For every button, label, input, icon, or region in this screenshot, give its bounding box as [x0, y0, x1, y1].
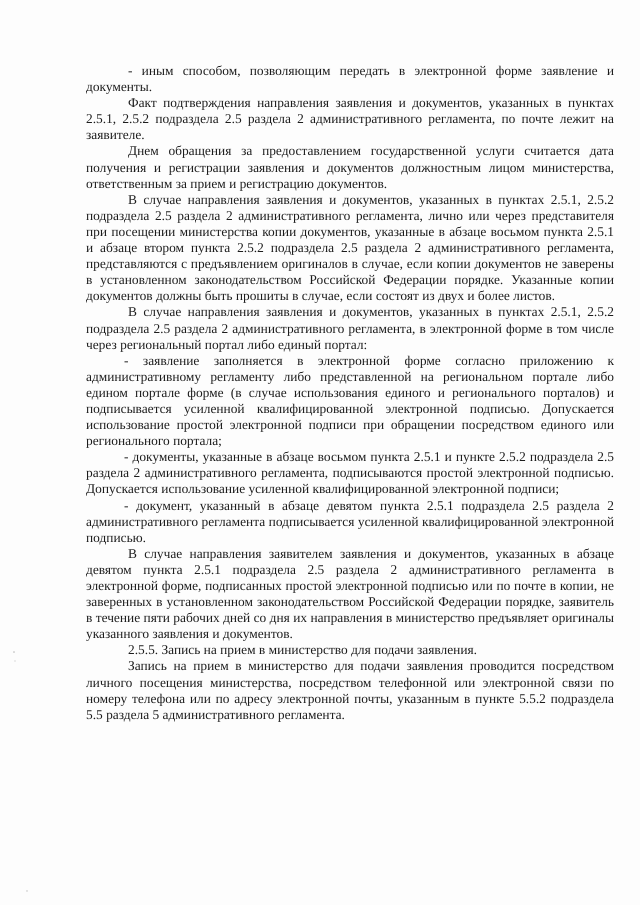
paragraph-1: - иным способом, позволяющим передать в электронной форме заявление и документы. — [86, 63, 614, 95]
paragraph-2: Факт подтверждения направления заявления и документов, указанных в пунктах 2.5.1, 2.5.2 подраздела 2.5 раздела 2 административного регламента, по почте лежит на заявителе. — [86, 95, 614, 143]
paragraph-9: В случае направления заявителем заявления и документов, указанных в абзаце девятом пункта 2.5.1 подраздела 2.5 раздела 2 административного регламента в электронной форме, подписанных простой электронной подписью или по почте в копии, не заверенных в установленном законодательством Российской Федерации порядке, заявитель в течение пяти рабочих дней со дня их направления в министерство предъявляет оригиналы указанного заявления и документов. — [86, 545, 614, 642]
paragraph-7: - документы, указанные в абзаце восьмом пункта 2.5.1 и пункте 2.5.2 подраздела 2.5 раздела 2 административного регламента, подписываются простой электронной подписью. Допускается использование усиленной квалифицированной электронной подписи; — [86, 449, 614, 497]
paragraph-3: Днем обращения за предоставлением государственной услуги считается дата получения и регистрации заявления и документов должностным лицом министерства, ответственным за прием и регистрацию документов. — [86, 143, 614, 191]
scan-speck — [14, 660, 15, 661]
paragraph-11: Запись на прием в министерство для подачи заявления проводится посредством личного посещения министерства, посредством телефонной или электронной связи по номеру телефона или по адресу электронной почты, указанным в пункте 5.5.2 подраздела 5.5 раздела 5 административного регламента. — [86, 658, 614, 722]
scan-speck — [26, 890, 27, 891]
paragraph-10: 2.5.5. Запись на прием в министерство для подачи заявления. — [128, 642, 478, 658]
paragraph-5: В случае направления заявления и документов, указанных в пунктах 2.5.1, 2.5.2 подраздела 2.5 раздела 2 административного регламента, в электронной форме в том числе через региональный портал либо единый портал: — [86, 304, 614, 352]
paragraph-6: - заявление заполняется в электронной форме согласно приложению к административному регламенту либо представленной на региональном портале либо едином портале форме (в случае использования единого и регионального порталов) и подписывается усиленной квалифицированной электронной подписью. Допускается использование простой электронной подписи при обращении посредством единого или регионального портала; — [86, 352, 614, 449]
paragraph-8: - документ, указанный в абзаце девятом пункта 2.5.1 подраздела 2.5 раздела 2 административного регламента подписывается усиленной квалифицированной электронной подписью. — [86, 497, 614, 545]
document-body — [86, 63, 614, 723]
paragraph-4: В случае направления заявления и документов, указанных в пунктах 2.5.1, 2.5.2 подраздела 2.5 раздела 2 административного регламента, лично или через представителя при посещении министерства копии документов, указанные в абзаце восьмом пункта 2.5.1 и абзаце втором пункта 2.5.2 подраздела 2.5 раздела 2 административного регламента, представляются с предъявлением оригиналов в случае, если копии документов не заверены в установленном законодательством Российской Федерации порядке. Указанные копии документов должны быть прошиты в случае, если состоят из двух и более листов. — [86, 191, 614, 304]
scan-speck — [13, 651, 15, 653]
